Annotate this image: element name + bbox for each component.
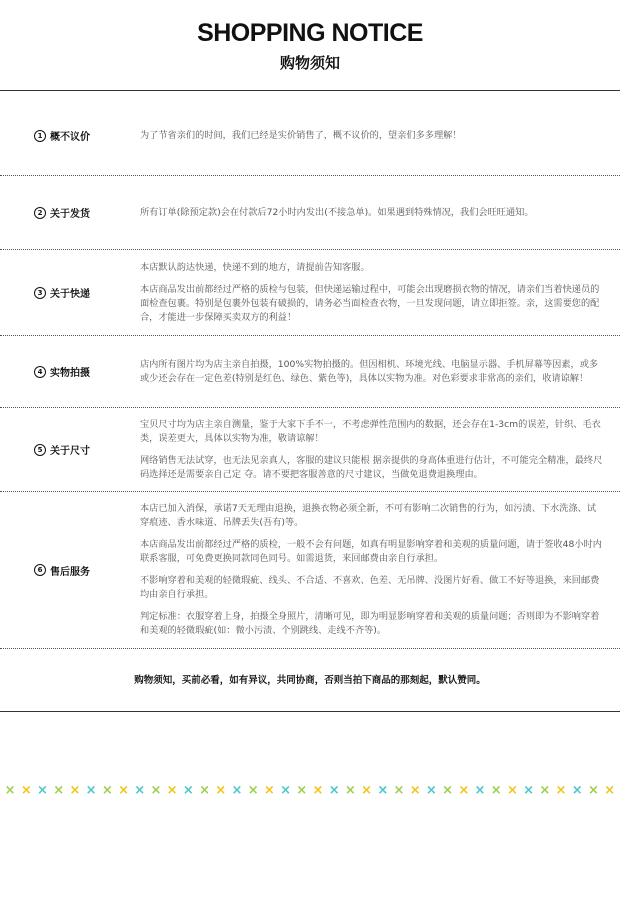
cross-icon: × (247, 783, 259, 798)
cross-icon: × (53, 783, 65, 798)
cross-icon: × (166, 783, 178, 798)
section-courier (0, 250, 620, 336)
cross-icon: × (328, 783, 340, 798)
paragraph: 本店商品发出前都经过严格的质检与包装，但快递运输过程中，可能会出现磨损衣物的情况，请亲们当着快递员的面检查包裹。特别是包裹外包装有破损的，请务必当面检查衣物，一旦发现问题，请立即拒签。亲，这需要您的配合，才能进一步保障买卖双方的利益！ (140, 283, 600, 323)
paragraph: 本店商品发出前都经过严格的质检，一般不会有问题，如真有明显影响穿着和美观的质量问题，请于签收48小时内联系客服，可免费更换同款同色同号。如需退货，来回邮费由亲自行承担。 (140, 539, 602, 564)
cross-icon: × (280, 783, 291, 798)
cross-icon: × (344, 783, 356, 798)
section-after-sales (0, 492, 620, 649)
cross-icon: × (312, 783, 324, 798)
section-content (140, 129, 620, 143)
circled-number-icon: 1 (34, 130, 46, 142)
section-label (0, 285, 140, 300)
circled-number-icon: 4 (34, 366, 46, 378)
circled-number-icon: 5 (34, 444, 46, 456)
paragraph: 为了节省亲们的时间，我们已经是实价销售了，概不议价的，望亲们多多理解！ (140, 129, 462, 141)
paragraph: 宝贝尺寸均为店主亲自测量，鉴于大家下手不一，不考虑弹性范围内的数据，还会存在1-3cm的误差，针织、毛衣类，误差更大，具体以实物为准，敬请谅解！ (140, 418, 601, 444)
paragraph: 店内所有图片均为店主亲自拍摄，100%实物拍摄的。但因相机、环境光线、电脑显示器、手机屏幕等因素，或多或少还会存在一定色差(特别是红色、绿色、紫色等)，具体以实物为准。对色彩要求非常高的亲们，收请谅解！ (140, 358, 599, 384)
bottom-divider (0, 711, 620, 712)
section-content (140, 358, 620, 386)
circled-number-icon: 3 (34, 287, 46, 299)
cross-icon: × (4, 783, 16, 798)
section-photos (0, 336, 620, 408)
section-title: 关于尺寸 (50, 446, 90, 457)
page-header (0, 0, 620, 90)
cross-icon: × (555, 783, 567, 798)
paragraph: 判定标准：衣服穿着上身，拍摄全身照片，清晰可见，即为明显影响穿着和美观的质量问题；否则即为不影响穿着和美观的轻微瑕疵(如：微小污渍、个别跳线、走线不齐等)。 (140, 611, 600, 636)
paragraph: 所有订单(除预定款)会在付款后72小时内发出(不接急单)。如果遇到特殊情况，我们会旺旺通知。 (140, 206, 534, 218)
cross-icon: × (118, 783, 129, 798)
section-title: 概不议价 (50, 132, 90, 143)
cross-icon: × (20, 783, 32, 798)
cross-icon: × (539, 783, 551, 798)
section-content (140, 206, 620, 220)
cross-icon: × (490, 783, 502, 798)
section-content (140, 418, 620, 482)
cross-icon: × (587, 783, 599, 798)
cross-icon: × (182, 783, 194, 798)
cross-icon: × (101, 783, 113, 798)
section-shipping (0, 176, 620, 250)
cross-icon: × (263, 783, 275, 798)
paragraph: 本店已加入消保，承诺7天无理由退换，退换衣物必须全新，不可有影响二次销售的行为，如污渍、下水洗涤、试穿痕迹、香水味道、吊牌丢失(吾有)等。 (140, 503, 597, 528)
cross-icon: × (199, 783, 210, 798)
top-divider (0, 90, 620, 91)
page-title-chinese: 购物须知 (279, 54, 340, 72)
cross-icon: × (85, 783, 97, 798)
section-no-bargain (0, 96, 620, 176)
cross-icon: × (442, 783, 454, 798)
cross-icon: × (604, 783, 616, 798)
cross-icon: × (506, 783, 518, 798)
circled-number-icon: 6 (34, 564, 46, 576)
cross-icon: × (409, 783, 421, 798)
section-content (140, 502, 620, 638)
section-title: 售后服务 (50, 566, 90, 578)
cross-icon: × (474, 783, 486, 798)
section-title: 实物拍摄 (50, 368, 90, 379)
cross-icon: × (296, 783, 308, 798)
page-title-english: SHOPPING NOTICE (197, 19, 423, 47)
cross-icon: × (377, 783, 389, 798)
cross-icon: × (150, 783, 162, 798)
paragraph: 本店默认韵达快递，快递不到的地方，请提前告知客服。 (140, 261, 370, 273)
circled-number-icon: 2 (34, 207, 46, 219)
section-label (0, 128, 140, 143)
cross-icon: × (69, 783, 81, 798)
section-title: 关于快递 (50, 289, 90, 300)
section-label (0, 563, 140, 578)
section-content (140, 261, 620, 325)
section-sizing (0, 408, 620, 492)
decorative-cross-border (0, 783, 620, 801)
cross-icon: × (37, 783, 48, 798)
cross-icon: × (231, 783, 243, 798)
cross-icon: × (361, 783, 373, 798)
section-label (0, 364, 140, 379)
cross-icon: × (215, 783, 227, 798)
cross-icon: × (458, 783, 470, 798)
notice-sections (0, 96, 620, 649)
section-label (0, 205, 140, 220)
cross-icon: × (425, 783, 437, 798)
section-title: 关于发货 (50, 209, 90, 220)
footer-note: 购物须知，买前必看，如有异议，共同协商，否则当拍下商品的那刻起，默认赞同。 (134, 675, 486, 686)
cross-icon: × (393, 783, 405, 798)
cross-icon: × (134, 783, 146, 798)
cross-icon: × (571, 783, 583, 798)
cross-icon: × (523, 783, 535, 798)
paragraph: 不影响穿着和美观的轻微瑕疵、线头、不合适、不喜欢、色差、无吊牌、没图片好看、做工不好等退换，来回邮费均由亲自行承担。 (140, 575, 600, 600)
section-label (0, 442, 140, 457)
paragraph: 网络销售无法试穿，也无法见亲真人，客服的建议只能根 据亲提供的身高体重进行估计，不可能完全精准，最终尺码选择还是需要亲自己定 夺。请不要把客服善意的尺寸建议，当做免退费退换理由。 (140, 454, 603, 480)
